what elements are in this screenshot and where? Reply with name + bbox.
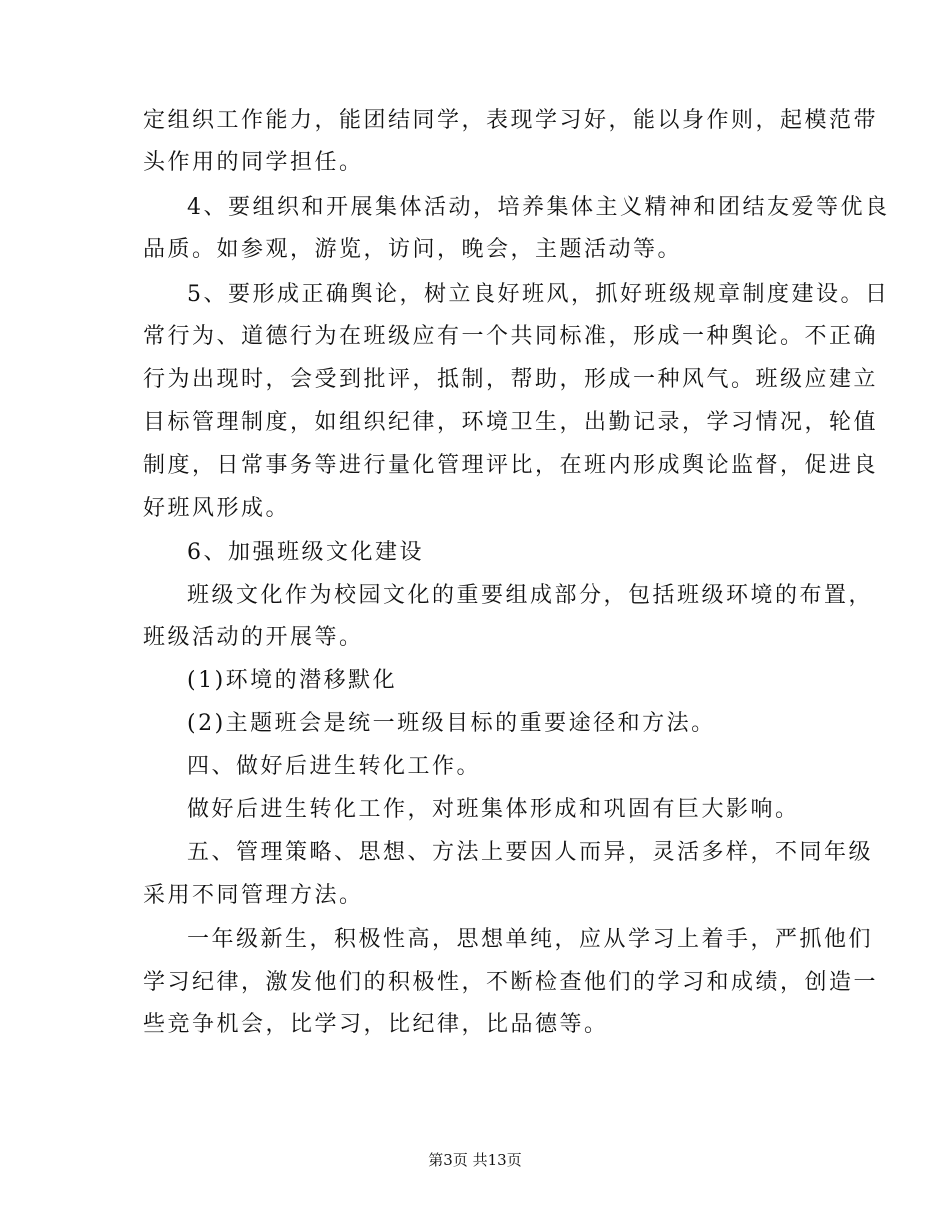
text-line: 班级活动的开展等。 [143, 625, 364, 650]
section-heading: 五、管理策略、思想、方法上要因人而异，灵活多样，不同年级 [187, 840, 874, 865]
text-line: 5、要形成正确舆论，树立良好班风，抓好班级规章制度建设。日 [187, 282, 890, 307]
text-line: 制度，日常事务等进行量化管理评比，在班内形成舆论监督，促进良 [143, 453, 879, 478]
text-line: 4、要组织和开展集体活动，培养集体主义精神和团结友爱等优良 [187, 195, 890, 220]
text-line: 采用不同管理方法。 [143, 883, 364, 908]
text-line: 常行为、道德行为在班级应有一个共同标准，形成一种舆论。不正确 [143, 324, 879, 349]
list-item: (1)环境的潜移默化 [187, 668, 398, 693]
text-line: 一年级新生，积极性高，思想单纯，应从学习上着手，严抓他们 [187, 927, 874, 952]
text-line: 些竞争机会，比学习，比纪律，比品德等。 [143, 1012, 609, 1037]
page-number: 第3页 共13页 [428, 1151, 522, 1169]
text-line: 做好后进生转化工作，对班集体形成和巩固有巨大影响。 [187, 797, 800, 822]
text-line: 目标管理制度，如组织纪律，环境卫生，出勤记录，学习情况，轮值 [143, 410, 879, 435]
text-line: 头作用的同学担任。 [143, 150, 364, 175]
text-line: 定组织工作能力，能团结同学，表现学习好，能以身作则，起模范带 [143, 108, 879, 133]
text-line: 学习纪律，激发他们的积极性，不断检查他们的学习和成绩，创造一 [143, 970, 879, 995]
text-line: 好班风形成。 [143, 496, 291, 521]
text-line: 班级文化作为校园文化的重要组成部分，包括班级环境的布置， [187, 583, 874, 608]
list-item: (2)主题班会是统一班级目标的重要途径和方法。 [187, 711, 716, 736]
text-line: 品质。如参观，游览，访问，晚会，主题活动等。 [143, 237, 683, 262]
text-line: 行为出现时，会受到批评，抵制，帮助，形成一种风气。班级应建立 [143, 367, 879, 392]
section-heading: 四、做好后进生转化工作。 [187, 754, 482, 779]
section-heading: 6、加强班级文化建设 [187, 540, 424, 565]
